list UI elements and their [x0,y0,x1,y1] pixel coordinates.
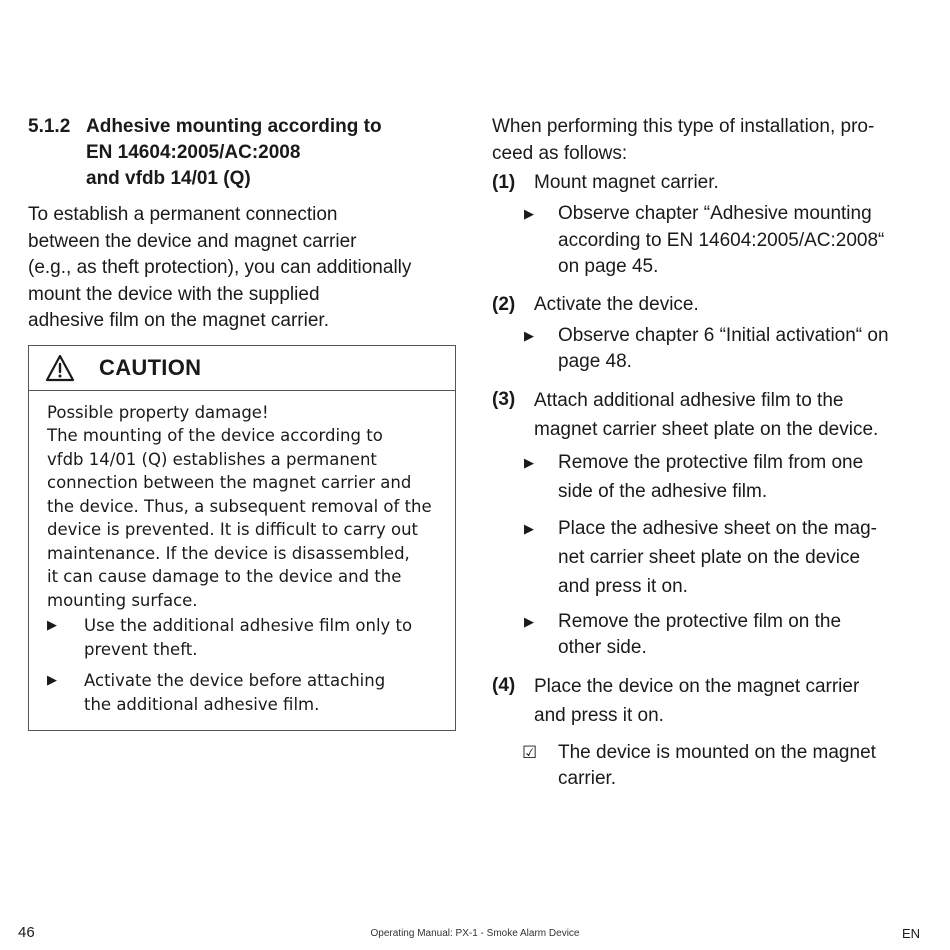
substep-line: other side. [558,637,647,658]
caution-text-line: maintenance. If the device is disassembled, [47,543,410,563]
page-number: 46 [18,924,35,941]
result-line: carrier. [558,768,617,789]
triangle-bullet-icon: ▶ [524,454,534,470]
triangle-bullet-icon: ▶ [47,673,57,688]
substep-line: Remove the protective film from one [558,451,864,473]
bullet-line: Use the additional adhesive film only to [84,616,413,635]
caution-bullet [47,614,443,661]
bullet-line: the additional adhesive film. [84,694,320,714]
warning-triangle-icon [45,354,75,382]
procedure-intro [492,114,924,167]
substep-line: net carrier sheet plate on the device [558,546,861,568]
result-text [558,740,876,793]
substep [492,448,924,506]
substep-line: Remove the protective film on the [558,610,842,632]
triangle-bullet-icon: ▶ [524,327,534,343]
intro-line: adhesive film on the magnet carrier. [28,310,329,331]
section-title-line: and vfdb 14/01 (Q) [86,168,251,189]
procedure-intro-line: ceed as follows: [492,142,628,164]
substep [492,514,924,601]
section-number: 5.1.2 [28,116,71,137]
step-line: and press it on. [534,704,664,726]
step-text [534,169,719,197]
footer-title: Operating Manual: PX-1 - Smoke Alarm Device [370,928,580,939]
substep-line: Observe chapter 6 “Initial activation“ on [558,324,889,346]
caution-text-line: connection between the magnet carrier and [47,473,412,492]
substep [492,323,924,376]
section-heading [28,114,456,192]
step-number: (1) [492,172,516,193]
substep-text [558,514,877,601]
caution-subtitle: Possible property damage! [47,402,269,422]
substep-text [558,201,884,281]
caution-bullet-list [47,614,443,716]
caution-text-line: the device. Thus, a subsequent removal of the [47,496,432,516]
section-title-line: Adhesive mounting according to [86,116,382,137]
substep [492,609,924,662]
triangle-bullet-icon: ▶ [524,206,534,221]
result [492,740,924,793]
result-line: The device is mounted on the magnet [558,741,876,763]
triangle-bullet-icon: ▶ [524,613,534,629]
step-line: Place the device on the magnet carrier [534,675,860,697]
step-line: Attach additional adhesive film to the [534,389,844,411]
intro-line: To establish a permanent connection [28,204,338,225]
substep-line: and press it on. [558,575,688,597]
step-2 [492,291,924,319]
intro-line: mount the device with the supplied [28,283,320,305]
caution-header [29,346,455,391]
triangle-bullet-icon: ▶ [47,618,57,633]
intro-line: between the device and magnet carrier [28,230,357,252]
step-number: (2) [492,293,516,315]
intro-paragraph [28,202,456,335]
procedure-intro-line: When performing this type of installation, pro- [492,116,875,137]
step-number: (4) [492,674,516,696]
substep-line: on page 45. [558,256,659,277]
substep-line: Observe chapter “Adhesive mounting [558,203,872,224]
substep-line: page 48. [558,351,632,372]
caution-bullet [47,669,443,716]
caution-text-line: The mounting of the device according to [47,426,383,445]
caution-text-line: device is prevented. It is difficult to carry out [47,520,419,539]
substep [492,201,924,281]
step-line: magnet carrier sheet plate on the device. [534,418,879,440]
page-footer [0,924,950,944]
bullet-text [84,669,385,716]
right-column [492,114,924,793]
caution-text-line: it can cause damage to the device and the [47,567,402,586]
bullet-text [84,614,412,661]
left-column [28,114,456,731]
substep-text [558,609,841,662]
step-text [534,386,878,444]
caution-text [47,424,443,612]
checkbox-checked-icon: ☑ [522,742,538,762]
step-line: Activate the device. [534,293,699,315]
step-number: (3) [492,388,516,410]
language-code: EN [901,926,920,941]
section-title-line: EN 14604:2005/AC:2008 [86,142,301,163]
substep-text [558,323,889,376]
substep-text [558,448,863,506]
step-text [534,291,699,319]
caution-text-line: vfdb 14/01 (Q) establishes a permanent [47,449,377,469]
intro-line: (e.g., as theft protection), you can additionally [28,257,412,278]
bullet-line: Activate the device before attaching [84,671,386,690]
step-text [534,672,859,730]
step-3 [492,386,924,444]
caution-title: CAUTION [99,354,202,380]
section-title [86,114,382,192]
substep-line: according to EN 14604:2005/AC:2008“ [558,229,885,251]
step-4 [492,672,924,730]
step-1 [492,169,924,197]
triangle-bullet-icon: ▶ [524,520,534,536]
substep-line: Place the adhesive sheet on the mag- [558,517,877,539]
substep-line: side of the adhesive film. [558,480,768,502]
step-line: Mount magnet carrier. [534,172,719,193]
caution-box [28,345,456,732]
caution-text-line: mounting surface. [47,590,198,610]
caution-body [29,391,455,731]
bullet-line: prevent theft. [84,639,198,659]
